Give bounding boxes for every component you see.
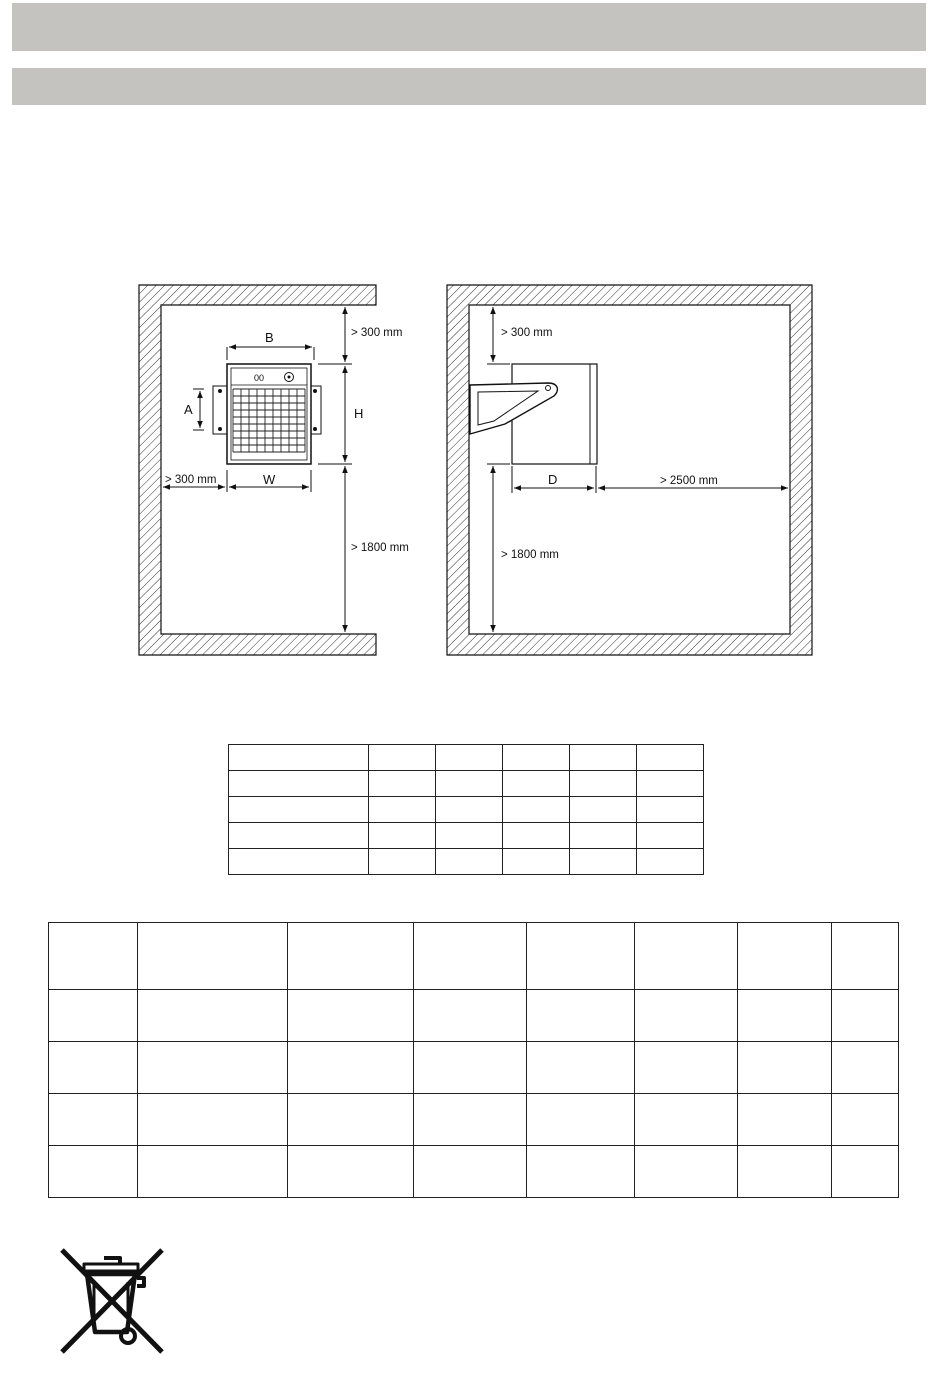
table-row <box>49 1094 899 1146</box>
svg-text:00: 00 <box>254 373 265 383</box>
table-row <box>229 745 704 771</box>
table-header-row <box>49 923 899 990</box>
label-w: W <box>263 472 276 487</box>
label-h: H <box>354 406 364 421</box>
table-row <box>229 771 704 797</box>
front-floor-clearance: > 1800 mm <box>351 542 409 554</box>
crossed-out-wheelie-bin-icon <box>54 1244 170 1360</box>
front-top-clearance: > 300 mm <box>351 327 403 339</box>
heater-side <box>470 364 597 464</box>
front-wall <box>139 285 376 655</box>
side-top-clearance: > 300 mm <box>501 327 553 339</box>
table-row <box>49 990 899 1042</box>
label-a: A <box>184 402 193 417</box>
front-view <box>139 285 409 655</box>
label-b: B <box>265 330 274 345</box>
side-front-clearance: > 2500 mm <box>660 475 718 487</box>
label-d: D <box>548 472 558 487</box>
side-wall <box>447 285 812 655</box>
table-row <box>49 1042 899 1094</box>
table-row <box>49 1146 899 1198</box>
technical-data-table <box>48 922 899 1198</box>
table-row <box>229 823 704 849</box>
front-side-clearance: > 300 mm <box>165 474 217 486</box>
dimensions-table <box>228 744 704 875</box>
side-view <box>447 285 812 655</box>
heater-front <box>213 364 321 464</box>
table-row <box>229 849 704 875</box>
table-row <box>229 797 704 823</box>
side-floor-clearance: > 1800 mm <box>501 549 559 561</box>
